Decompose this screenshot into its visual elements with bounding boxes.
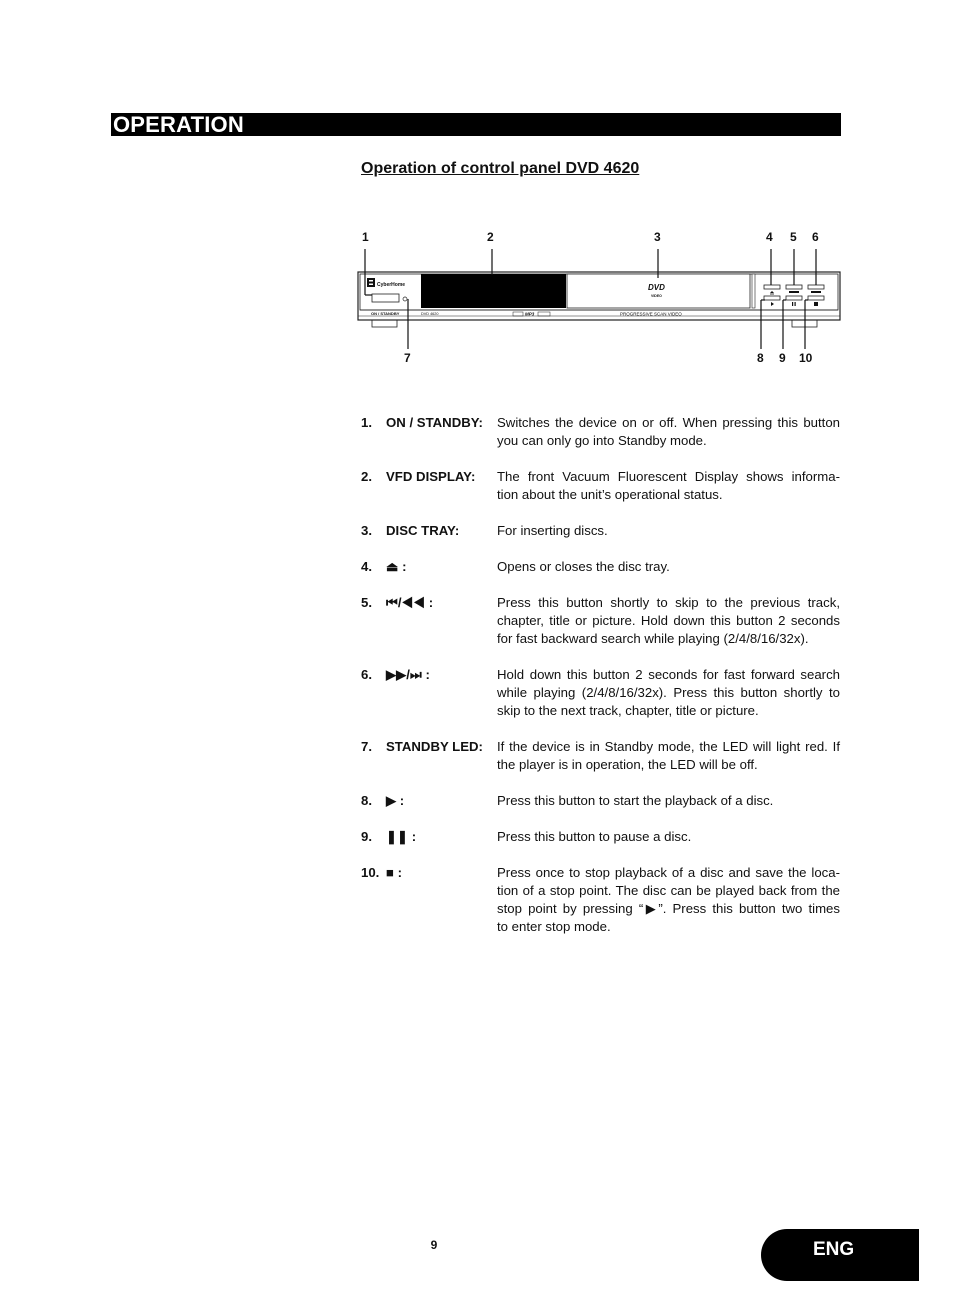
description-line: tion of a stop point. The disc can be played back from the <box>497 883 840 898</box>
item-description <box>497 414 840 450</box>
item-number: 10. <box>361 865 380 880</box>
language-tab-label: ENG <box>813 1239 855 1260</box>
item-label: ■ : <box>386 865 403 880</box>
description-line: If the device is in Standby mode, the LED will light red. If <box>497 739 840 754</box>
item-number: 2. <box>361 469 372 484</box>
item-number: 8. <box>361 793 372 808</box>
callout-2: 2 <box>487 230 494 244</box>
item-label: ON / STANDBY: <box>386 415 483 430</box>
item-label: ⏏ : <box>386 559 407 574</box>
front-text: PROGRESSIVE SCAN VIDEO <box>620 311 682 317</box>
stop-button <box>808 296 824 300</box>
description-line: Press this button to pause a disc. <box>497 829 692 844</box>
callout-8: 8 <box>757 351 764 365</box>
item-description <box>497 864 840 936</box>
description-line: skip to the next track, chapter, title or picture. <box>497 703 759 718</box>
description-line: The front Vacuum Fluorescent Display shows informa- <box>497 469 840 484</box>
vfd-display <box>421 274 566 308</box>
model-label: DVD 4620 <box>421 312 439 316</box>
item-number: 3. <box>361 523 372 538</box>
dvd-logo-sub: VIDEO <box>651 294 662 298</box>
pause-button <box>786 296 802 300</box>
item-label: VFD DISPLAY: <box>386 469 476 484</box>
callout-3: 3 <box>654 230 661 244</box>
description-line: for fast backward search while playing (2/4/8/16/32x). <box>497 631 809 646</box>
description-line: stop point by pressing “▶”. Press this button two times <box>497 901 840 916</box>
item-number: 9. <box>361 829 372 844</box>
section-title-bar <box>111 113 841 136</box>
brand-text: CyberHome <box>377 282 406 288</box>
item-number: 4. <box>361 559 372 574</box>
description-line: while playing (2/4/8/16/32x). Press this button shortly to <box>497 685 840 700</box>
callout-7: 7 <box>404 351 411 365</box>
callout-10: 10 <box>799 351 813 365</box>
description-line: Press this button to start the playback of a disc. <box>497 793 774 808</box>
callout-5: 5 <box>790 230 797 244</box>
item-description <box>497 828 840 846</box>
description-line: Opens or closes the disc tray. <box>497 559 670 574</box>
item-description <box>497 738 840 774</box>
item-number: 1. <box>361 415 372 430</box>
item-description <box>497 468 840 504</box>
next-button <box>808 285 824 289</box>
description-line: Switches the device on or off. When pressing this button <box>497 415 840 430</box>
play-button <box>764 296 780 300</box>
description-line: Press this button shortly to skip to the previous track, <box>497 595 840 610</box>
item-number: 7. <box>361 739 372 754</box>
callout-1: 1 <box>362 230 369 244</box>
page-number: 9 <box>430 1238 438 1252</box>
description-line: For inserting discs. <box>497 523 608 538</box>
item-label: ❚❚ : <box>386 829 417 844</box>
item-description <box>497 666 840 720</box>
item-number: 5. <box>361 595 372 610</box>
power-label: ON / STANDBY <box>371 311 400 316</box>
section-title: OPERATION <box>113 112 244 137</box>
item-number: 6. <box>361 667 372 682</box>
item-label: ▶▶/⏭ : <box>386 667 430 682</box>
description-line: tion about the unit’s operational status. <box>497 487 723 502</box>
description-line: to enter stop mode. <box>497 919 611 934</box>
power-button <box>372 294 399 302</box>
control-panel-diagram <box>355 225 845 370</box>
eject-button <box>764 285 780 289</box>
description-line: chapter, title or picture. Hold down this button 2 seconds <box>497 613 840 628</box>
item-label: DISC TRAY: <box>386 523 460 538</box>
item-description <box>497 558 840 576</box>
description-line: the player is in operation, the LED will be off. <box>497 757 758 772</box>
item-description <box>497 522 840 540</box>
description-line: Hold down this button 2 seconds for fast forward search <box>497 667 840 682</box>
item-label: STANDBY LED: <box>386 739 483 754</box>
subtitle: Operation of control panel DVD 4620 <box>361 160 640 177</box>
callout-6: 6 <box>812 230 819 244</box>
description-line: Press once to stop playback of a disc and save the loca- <box>497 865 840 880</box>
callout-4: 4 <box>766 230 773 244</box>
callout-9: 9 <box>779 351 786 365</box>
prev-button <box>786 285 802 289</box>
standby-led <box>403 297 407 301</box>
dvd-logo: DVD <box>648 283 665 292</box>
item-description <box>497 792 840 810</box>
description-line: you can only go into Standby mode. <box>497 433 707 448</box>
item-label: ⏮/◀◀ : <box>386 595 434 610</box>
item-label: ▶ : <box>386 793 405 808</box>
item-description <box>497 594 840 648</box>
mp3-logo: MP3 <box>525 311 535 317</box>
language-tab <box>761 1229 919 1281</box>
